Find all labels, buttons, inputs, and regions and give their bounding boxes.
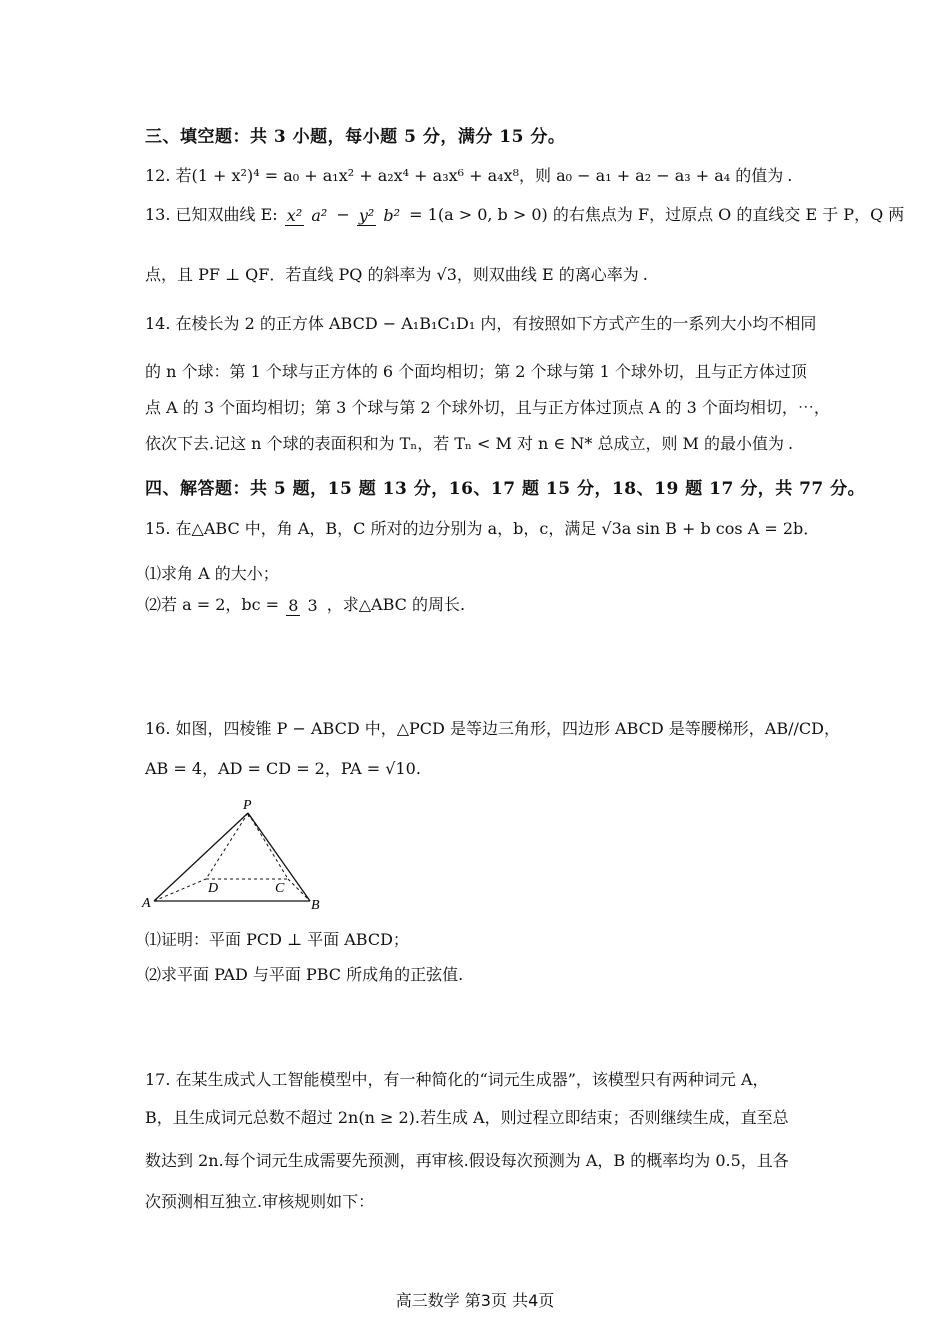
section-4-title: 四、解答题：共 5 题，15 题 13 分，16、17 题 15 分，18、19 题 17 分，共 77 分。 xyxy=(145,479,866,499)
q13-minus: − xyxy=(336,205,350,224)
q13-fraction-x xyxy=(285,206,335,225)
q15-part2-pre: ⑵若 a = 2，bc = xyxy=(145,595,280,614)
question-17-line-1: 17. 在某生成式人工智能模型中，有一种简化的“词元生成器”，该模型只有两种词元 A， xyxy=(145,1070,769,1089)
label-b: B xyxy=(311,898,320,913)
frac-numerator: y² xyxy=(358,205,375,225)
question-17-line-4: 次预测相互独立.审核规则如下： xyxy=(145,1192,375,1211)
question-14-line-3: 点 A 的 3 个面均相切；第 3 个球与第 2 个球外切，且与正方体过顶点 A 的 3 个面均相切，⋯， xyxy=(145,398,830,417)
page-footer: 高三数学 第3页 共4页 xyxy=(395,1291,555,1310)
label-a: A xyxy=(142,896,151,911)
label-p: P xyxy=(243,798,252,813)
question-13-line-1 xyxy=(145,204,904,227)
q15-fraction xyxy=(286,596,325,615)
frac-denominator: 3 xyxy=(307,595,318,615)
question-16-part-1: ⑴证明：平面 PCD ⊥ 平面 ABCD； xyxy=(145,930,409,949)
question-16-line-1: 16. 如图，四棱锥 P − ABCD 中，△PCD 是等边三角形，四边形 ABCD 是等腰梯形，AB//CD， xyxy=(145,719,840,738)
edge-pc xyxy=(248,813,288,879)
question-17-line-2: B，且生成词元总数不超过 2n(n ≥ 2).若生成 A，则过程立即结束；否则继续生成，直至总 xyxy=(145,1108,789,1127)
section-3-title: 三、填空题：共 3 小题，每小题 5 分，满分 15 分。 xyxy=(145,127,566,147)
question-14-line-1: 14. 在棱长为 2 的正方体 ABCD − A₁B₁C₁D₁ 内，有按照如下方式产生的一系列大小均不相同 xyxy=(145,314,817,333)
q14-end: . xyxy=(788,434,794,453)
label-d: D xyxy=(208,881,219,896)
q13-line2-text: 点，且 PF ⊥ QF．若直线 PQ 的斜率为 √3，则双曲线 E 的离心率为 xyxy=(145,265,639,284)
question-16-part-2: ⑵求平面 PAD 与平面 PBC 所成角的正弦值. xyxy=(145,965,464,984)
label-c: C xyxy=(275,881,285,896)
question-12-end: . xyxy=(787,166,793,185)
pyramid-figure xyxy=(140,795,340,915)
question-14-line-4 xyxy=(145,433,793,455)
question-16-line-2: AB = 4，AD = CD = 2，PA = √10. xyxy=(145,759,421,778)
q15-part2-post: ，求△ABC 的周长. xyxy=(326,595,466,614)
q13-end: . xyxy=(642,265,648,284)
edge-ad xyxy=(154,879,206,901)
q13-pre: 13. 已知双曲线 E: xyxy=(145,205,278,224)
question-12-text: 12. 若(1 + x²)⁴ = a₀ + a₁x² + a₂x⁴ + a₃x⁶ + a₄x⁸，则 a₀ − a₁ + a₂ − a₃ + a₄ 的值为 xyxy=(145,166,784,185)
q13-fraction-y xyxy=(352,206,407,225)
question-12 xyxy=(145,165,792,187)
question-17-line-3: 数达到 2n.每个词元生成需要先预测，再审核.假设每次预测为 A，B 的概率均为 0.5，且各 xyxy=(145,1151,789,1170)
question-15-line-1: 15. 在△ABC 中，角 A，B，C 所对的边分别为 a，b，c，满足 √3a sin B + b cos A = 2b． xyxy=(145,519,820,538)
frac-numerator: x² xyxy=(286,205,303,225)
frac-numerator: 8 xyxy=(288,595,299,615)
q13-post: = 1(a > 0, b > 0) 的右焦点为 F，过原点 O 的直线交 E 于 P，Q 两 xyxy=(409,205,905,224)
edge-cb xyxy=(288,879,310,901)
question-14-line-2: 的 n 个球：第 1 个球与正方体的 6 个面均相切；第 2 个球与第 1 个球外切，且与正方体过顶 xyxy=(145,362,807,381)
q14-line4-text: 依次下去.记这 n 个球的表面积和为 Tₙ，若 Tₙ < M 对 n ∈ N* 总成立，则 M 的最小值为 xyxy=(145,434,785,453)
question-13-line-2 xyxy=(145,264,648,286)
frac-denominator: a² xyxy=(311,205,328,225)
frac-denominator: b² xyxy=(383,205,401,225)
question-15-part-2 xyxy=(145,594,465,617)
question-15-part-1: ⑴求角 A 的大小； xyxy=(145,564,279,583)
edge-pa xyxy=(154,813,248,901)
